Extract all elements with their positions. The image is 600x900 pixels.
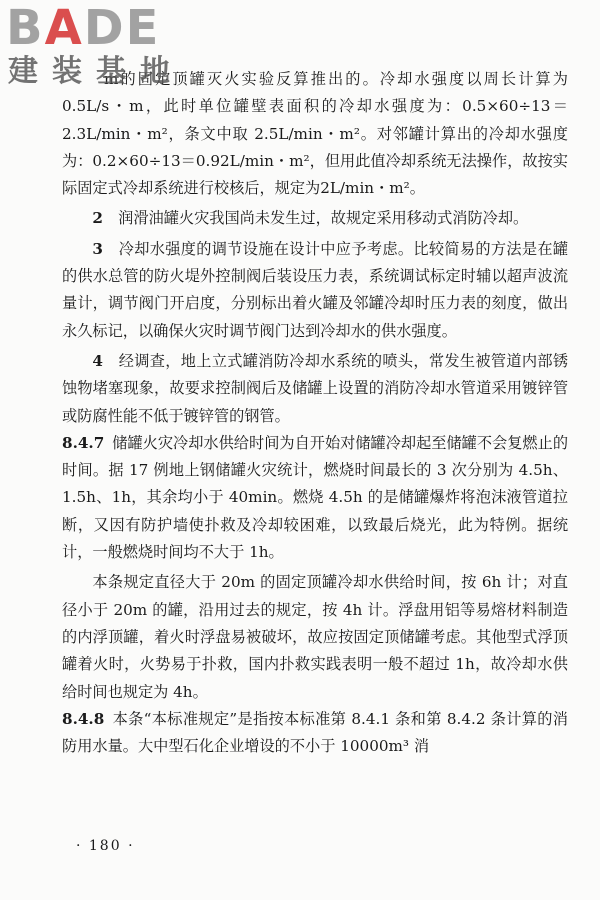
item-3 — [62, 236, 568, 345]
item-4-number: 4 — [92, 351, 103, 370]
paragraph-continued: m的固定顶罐灭火实验反算推出的。冷却水强度以周长计算为 0.5L/s・m，此时单位罐壁表面积的冷却水强度为：0.5×60÷13＝2.3L/min・m²，条文中取 2.5L/min・m²。对邻罐计算出的冷却水强度为：0.2×60÷13＝0.92L/min・m²，但用此值冷却系统无法操作，故按实际固定式冷却系统进行校核后，规定为2L/min・m²。 — [62, 70, 568, 198]
item-2-text: 润滑油罐火灾我国尚未发生过，故规定采用移动式消防冷却。 — [118, 209, 529, 228]
page-number: · 180 · — [76, 838, 135, 854]
clause-8-4-8-text: 本条“本标准规定”是指按本标准第 8.4.1 条和第 8.4.2 条计算的消防用水量。大中型石化企业增设的不小于 10000m³ 消 — [62, 709, 568, 756]
item-3-text: 冷却水强度的调节设施在设计中应予考虑。比较简易的方法是在罐的供水总管的防火堤外控制阀后装设压力表，系统调试标定时辅以超声波流量计，调节阀门开启度，分别标出着火罐及邻罐冷却时压力表的刻度，做出永久标记，以确保火灾时调节阀门达到冷却水的供水强度。 — [62, 239, 569, 340]
logo-latin-text: BADE — [6, 0, 161, 56]
clause-8-4-7-number: 8.4.7 — [62, 433, 105, 452]
item-3-number: 3 — [92, 239, 103, 258]
bade-watermark-logo — [6, 2, 186, 98]
item-2-number: 2 — [92, 209, 103, 228]
clause-8-4-7-paragraph-2: 本条规定直径大于 20m 的固定顶罐冷却水供给时间，按 6h 计；对直径小于 20m 的罐，沿用过去的规定，按 4h 计。浮盘用铝等易熔材料制造的内浮顶罐，着火时浮盘易被破坏，故应按固定顶储罐考虑。其他型式浮顶罐着火时，火势易于扑救，国内扑救实践表明一般不超过 1h，故冷却水供给时间也规定为 4h。 — [62, 573, 568, 701]
item-4 — [62, 348, 568, 430]
clause-8-4-8-number: 8.4.8 — [62, 709, 105, 728]
clause-8-4-8 — [62, 706, 568, 761]
item-4-text: 经调查，地上立式罐消防冷却水系统的喷头，常发生被管道内部锈蚀物堵塞现象，故要求控制阀后及储罐上设置的消防冷却水管道采用镀锌管或防腐性能不低于镀锌管的钢管。 — [62, 351, 569, 425]
logo-cjk-text: 建装基地 — [8, 54, 184, 89]
item-2 — [62, 205, 568, 232]
clause-8-4-7 — [62, 430, 568, 566]
clause-8-4-7-text: 储罐火灾冷却水供给时间为自开始对储罐冷却起至储罐不会复燃止的时间。据 17 例地上钢储罐火灾统计，燃烧时间最长的 3 次分别为 4.5h、1.5h、1h，其余均小于 40min。燃烧 4.5h 的是储罐爆炸将泡沫液管道拉断，又因有防护墙使扑救及冷却较困难，以致最后烧光，此为特例。据统计，一般燃烧时间均不大于 1h。 — [62, 433, 568, 562]
body-text — [62, 66, 568, 760]
